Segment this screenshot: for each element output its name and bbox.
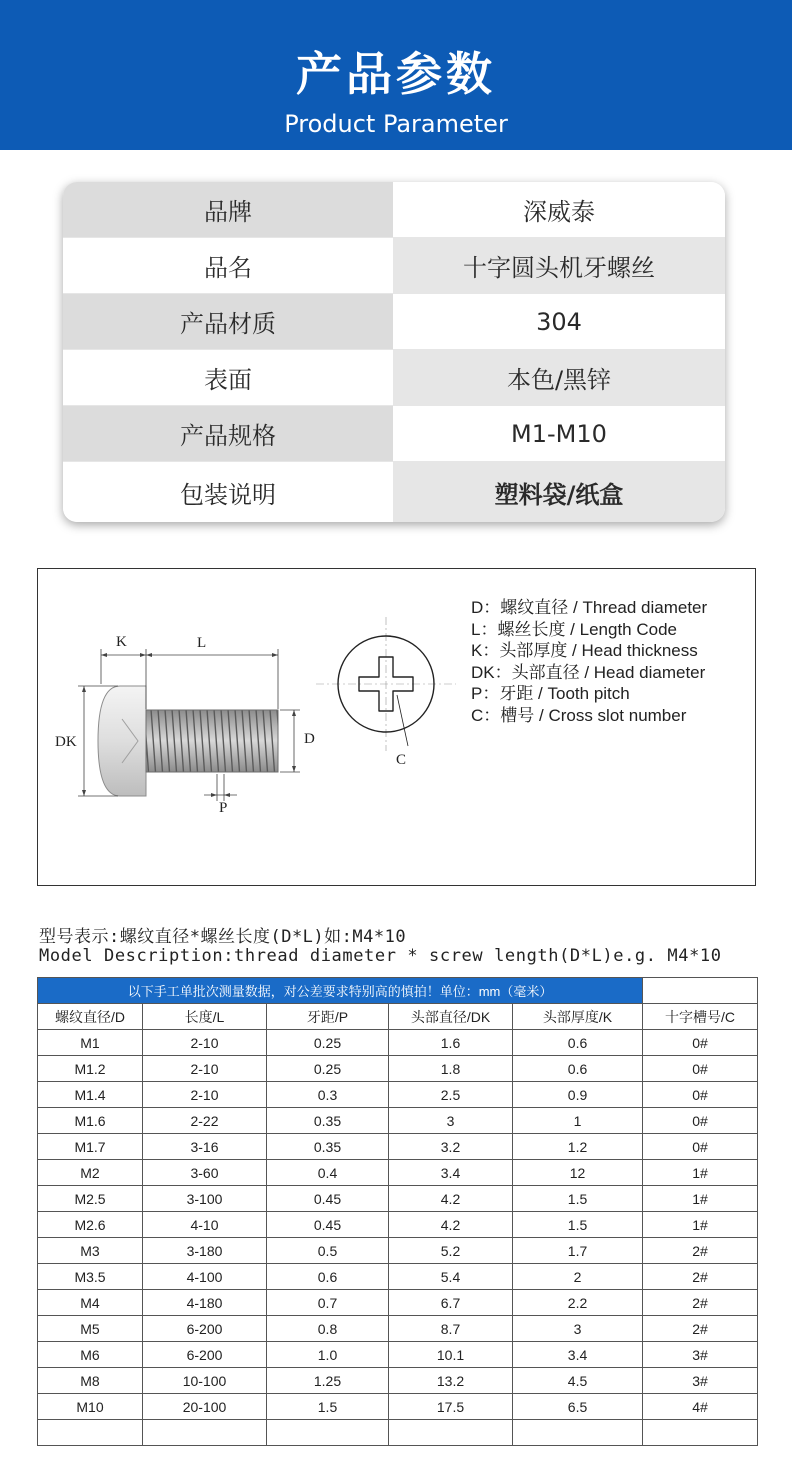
table-row	[38, 1342, 758, 1368]
table-row	[38, 1238, 758, 1264]
table-note: 以下手工单批次测量数据，对公差要求特别高的慎拍！单位：mm（毫米）	[38, 978, 643, 1004]
table-cell: 1.25	[267, 1368, 389, 1394]
table-cell: 3	[513, 1316, 643, 1342]
label-dk: DK	[55, 734, 77, 750]
table-cell: 2#	[643, 1238, 758, 1264]
param-value: M1-M10	[393, 406, 725, 461]
table-cell: M6	[38, 1342, 143, 1368]
table-cell: 0.6	[513, 1056, 643, 1082]
table-cell: 1.6	[389, 1030, 513, 1056]
dimension-legend	[471, 597, 707, 726]
column-header: 头部直径/DK	[389, 1004, 513, 1030]
table-cell: 3.4	[513, 1342, 643, 1368]
table-header-row	[38, 1004, 758, 1030]
table-cell: 0.35	[267, 1134, 389, 1160]
table-cell: 3#	[643, 1342, 758, 1368]
table-cell: 0.6	[267, 1264, 389, 1290]
table-cell: 1.8	[389, 1056, 513, 1082]
table-cell	[267, 1420, 389, 1446]
param-key: 产品材质	[63, 294, 393, 349]
page-title: 产品参数	[296, 47, 496, 101]
legend-item: C：槽号 / Cross slot number	[471, 705, 687, 725]
screw-shaft	[146, 710, 278, 772]
table-row	[38, 1030, 758, 1056]
model-description-en: Model Description:thread diameter * screw length(D*L)e.g. M4*10	[39, 946, 722, 966]
table-cell: 1.5	[513, 1186, 643, 1212]
table-cell	[38, 1420, 143, 1446]
table-cell: 0.8	[267, 1316, 389, 1342]
table-cell: 5.4	[389, 1264, 513, 1290]
product-parameter-table	[63, 182, 725, 522]
table-cell: 0.25	[267, 1056, 389, 1082]
table-cell	[143, 1420, 267, 1446]
table-cell: 20-100	[143, 1394, 267, 1420]
table-cell: 1.2	[513, 1134, 643, 1160]
param-row-packaging	[63, 462, 725, 522]
table-cell: M3.5	[38, 1264, 143, 1290]
table-cell: 1.5	[267, 1394, 389, 1420]
label-l: L	[197, 635, 207, 651]
table-row	[38, 1082, 758, 1108]
table-cell: 0.9	[513, 1082, 643, 1108]
legend-item: P：牙距 / Tooth pitch	[471, 684, 630, 703]
table-cell	[389, 1420, 513, 1446]
table-cell: 4#	[643, 1394, 758, 1420]
param-value: 304	[393, 294, 725, 349]
screw-head	[98, 686, 146, 796]
table-cell: 1.7	[513, 1238, 643, 1264]
table-cell: 1.0	[267, 1342, 389, 1368]
column-header: 长度/L	[143, 1004, 267, 1030]
table-cell: 2#	[643, 1316, 758, 1342]
param-value: 本色/黑锌	[393, 350, 725, 405]
table-cell: 0.7	[267, 1290, 389, 1316]
table-row	[38, 1134, 758, 1160]
table-cell	[513, 1420, 643, 1446]
param-key: 品名	[63, 238, 393, 293]
table-row	[38, 1290, 758, 1316]
table-cell: 13.2	[389, 1368, 513, 1394]
table-cell: 2	[513, 1264, 643, 1290]
table-cell: 3	[389, 1108, 513, 1134]
table-cell: 1.5	[513, 1212, 643, 1238]
table-cell: 4-100	[143, 1264, 267, 1290]
table-cell: 6-200	[143, 1342, 267, 1368]
column-header: 头部厚度/K	[513, 1004, 643, 1030]
table-cell: 3.2	[389, 1134, 513, 1160]
table-note-row	[38, 978, 758, 1004]
table-cell: 0.6	[513, 1030, 643, 1056]
table-cell: 3.4	[389, 1160, 513, 1186]
table-cell: 1	[513, 1108, 643, 1134]
table-cell: 0.4	[267, 1160, 389, 1186]
table-cell: 0.45	[267, 1212, 389, 1238]
table-cell: M2.6	[38, 1212, 143, 1238]
table-cell: 0.25	[267, 1030, 389, 1056]
table-cell: 2#	[643, 1290, 758, 1316]
param-key: 品牌	[63, 182, 393, 237]
param-row-name	[63, 238, 725, 294]
table-cell: 1#	[643, 1160, 758, 1186]
param-key: 包装说明	[63, 462, 393, 522]
table-cell: 2.5	[389, 1082, 513, 1108]
table-cell: M1.7	[38, 1134, 143, 1160]
label-c: C	[396, 752, 407, 768]
legend-item: D：螺纹直径 / Thread diameter	[471, 598, 708, 617]
param-value: 十字圆头机牙螺丝	[393, 238, 725, 293]
param-row-material	[63, 294, 725, 350]
table-row	[38, 1420, 758, 1446]
legend-item: K：头部厚度 / Head thickness	[471, 641, 698, 660]
table-cell: M5	[38, 1316, 143, 1342]
param-value: 塑料袋/纸盒	[393, 462, 725, 522]
table-cell: M1.4	[38, 1082, 143, 1108]
table-cell: 6-200	[143, 1316, 267, 1342]
table-cell: 1#	[643, 1212, 758, 1238]
table-cell: 4-10	[143, 1212, 267, 1238]
table-note-blank	[643, 978, 758, 1004]
column-header: 十字槽号/C	[643, 1004, 758, 1030]
column-header: 螺纹直径/D	[38, 1004, 143, 1030]
page-header	[0, 0, 792, 150]
table-cell: M1	[38, 1030, 143, 1056]
table-cell: 3-16	[143, 1134, 267, 1160]
spec-table	[37, 977, 758, 1446]
table-row	[38, 1056, 758, 1082]
table-cell: 12	[513, 1160, 643, 1186]
table-row	[38, 1368, 758, 1394]
table-cell: 2.2	[513, 1290, 643, 1316]
label-k: K	[116, 634, 127, 650]
param-row-surface	[63, 350, 725, 406]
table-row	[38, 1186, 758, 1212]
table-cell	[643, 1420, 758, 1446]
table-cell: 0.35	[267, 1108, 389, 1134]
table-cell: 4.2	[389, 1186, 513, 1212]
table-cell: 5.2	[389, 1238, 513, 1264]
table-cell: M2.5	[38, 1186, 143, 1212]
param-key: 产品规格	[63, 406, 393, 461]
label-d: D	[304, 731, 315, 747]
page-subtitle: Product Parameter	[284, 110, 508, 138]
table-cell: 0.3	[267, 1082, 389, 1108]
table-cell: 3-100	[143, 1186, 267, 1212]
table-cell: M2	[38, 1160, 143, 1186]
table-cell: 0.5	[267, 1238, 389, 1264]
screw-dimension-diagram	[37, 568, 756, 886]
param-key: 表面	[63, 350, 393, 405]
table-cell: 2-10	[143, 1082, 267, 1108]
table-cell: 1#	[643, 1186, 758, 1212]
table-cell: M10	[38, 1394, 143, 1420]
table-cell: M1.6	[38, 1108, 143, 1134]
param-value: 深威泰	[393, 182, 725, 237]
table-cell: 0.45	[267, 1186, 389, 1212]
table-cell: 10.1	[389, 1342, 513, 1368]
table-cell: M1.2	[38, 1056, 143, 1082]
table-cell: 0#	[643, 1082, 758, 1108]
table-cell: 3#	[643, 1368, 758, 1394]
legend-item: L：螺丝长度 / Length Code	[471, 619, 677, 639]
param-row-spec	[63, 406, 725, 462]
table-cell: 3-180	[143, 1238, 267, 1264]
label-p: P	[219, 800, 228, 816]
table-row	[38, 1160, 758, 1186]
table-row	[38, 1264, 758, 1290]
legend-item: DK：头部直径 / Head diameter	[471, 662, 706, 682]
table-cell: 2-10	[143, 1030, 267, 1056]
table-cell: 4.5	[513, 1368, 643, 1394]
table-row	[38, 1316, 758, 1342]
table-cell: 8.7	[389, 1316, 513, 1342]
table-cell: 0#	[643, 1108, 758, 1134]
table-cell: 0#	[643, 1056, 758, 1082]
table-cell: M4	[38, 1290, 143, 1316]
table-cell: 10-100	[143, 1368, 267, 1394]
param-row-brand	[63, 182, 725, 238]
table-cell: 17.5	[389, 1394, 513, 1420]
table-row	[38, 1394, 758, 1420]
table-cell: 0#	[643, 1134, 758, 1160]
table-cell: 3-60	[143, 1160, 267, 1186]
table-cell: 6.7	[389, 1290, 513, 1316]
table-cell: 2-22	[143, 1108, 267, 1134]
table-cell: 6.5	[513, 1394, 643, 1420]
table-cell: 4-180	[143, 1290, 267, 1316]
column-header: 牙距/P	[267, 1004, 389, 1030]
table-cell: 2-10	[143, 1056, 267, 1082]
table-cell: 2#	[643, 1264, 758, 1290]
table-row	[38, 1212, 758, 1238]
table-cell: M8	[38, 1368, 143, 1394]
table-row	[38, 1108, 758, 1134]
table-cell: M3	[38, 1238, 143, 1264]
table-cell: 0#	[643, 1030, 758, 1056]
model-description-cn: 型号表示:螺纹直径*螺丝长度(D*L)如:M4*10	[39, 927, 407, 947]
table-cell: 4.2	[389, 1212, 513, 1238]
